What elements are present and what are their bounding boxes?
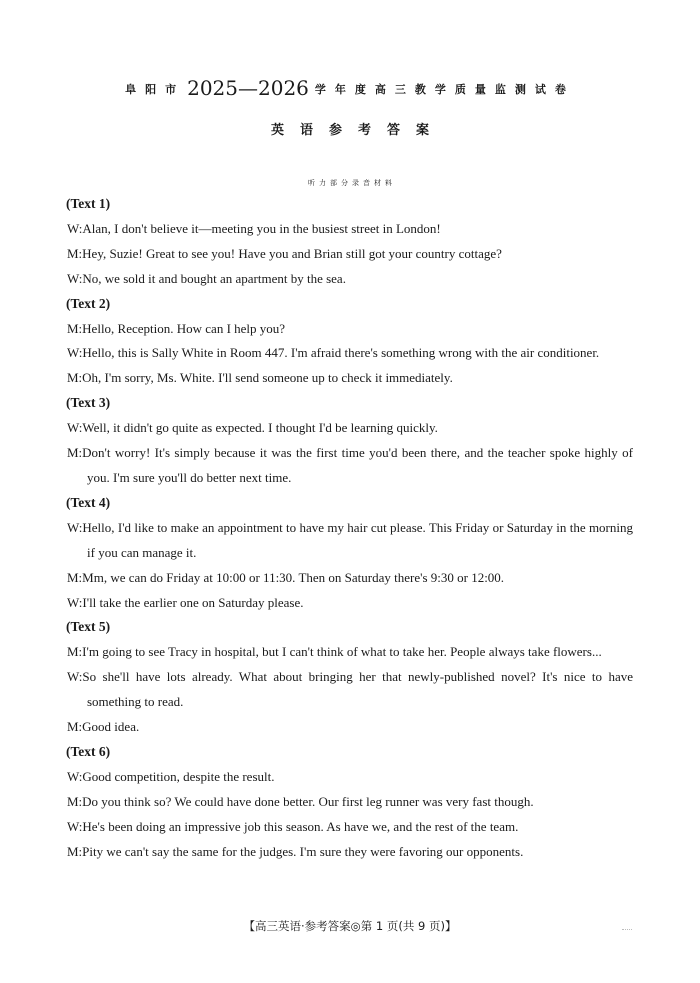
dialogue-line: W:Hello, I'd like to make an appointment to have my hair cut please. This Friday or Saturday in the morning if you can manage it. bbox=[67, 519, 633, 560]
text-block-3 bbox=[67, 391, 633, 491]
page-subtitle: 英语参考答案 bbox=[270, 123, 445, 138]
listening-transcripts bbox=[67, 192, 633, 864]
text-block-1 bbox=[67, 192, 633, 292]
dialogue-line: W:Well, it didn't go quite as expected. I thought I'd be learning quickly. bbox=[67, 420, 438, 436]
exam-title bbox=[0, 76, 700, 100]
dialogue-line: W:Good competition, despite the result. bbox=[67, 768, 275, 784]
dialogue-line: M:Hello, Reception. How can I help you? bbox=[67, 320, 286, 336]
text-heading: (Text 2) bbox=[66, 295, 111, 311]
page-footer: 【高三英语·参考答案◎第 1 页(共 9 页)】 bbox=[243, 919, 457, 933]
exam-city: 阜阳市 bbox=[125, 83, 186, 96]
text-heading: (Text 6) bbox=[66, 743, 111, 759]
dialogue-line: M:Pity we can't say the same for the judges. I'm sure they were favoring our opponents. bbox=[67, 843, 524, 859]
dialogue-line: M:Mm, we can do Friday at 10:00 or 11:30. Then on Saturday there's 9:30 or 12:00. bbox=[67, 569, 505, 585]
text-block-6 bbox=[67, 740, 633, 865]
dialogue-line: M:Do you think so? We could have done better. Our first leg runner was very fast though. bbox=[67, 793, 534, 809]
dialogue-line: W:Alan, I don't believe it—meeting you in the busiest street in London! bbox=[67, 220, 441, 236]
dialogue-line: W:So she'll have lots already. What about bringing her that newly-published novel? It's nice to have something to read. bbox=[67, 669, 633, 710]
dialogue-line: M:Oh, I'm sorry, Ms. White. I'll send someone up to check it immediately. bbox=[67, 370, 453, 386]
text-heading: (Text 1) bbox=[66, 196, 111, 211]
text-heading: (Text 5) bbox=[66, 619, 111, 635]
dialogue-line: W:I'll take the earlier one on Saturday please. bbox=[67, 594, 304, 610]
dialogue-line: M:I'm going to see Tracy in hospital, but I can't think of what to take her. People always take flowers... bbox=[67, 644, 602, 660]
text-heading: (Text 4) bbox=[66, 494, 111, 510]
corner-mark bbox=[622, 929, 632, 931]
dialogue-line: M:Hey, Suzie! Great to see you! Have you and Brian still got your country cottage? bbox=[67, 245, 502, 261]
dialogue-line: W:He's been doing an impressive job this season. As have we, and the rest of the team. bbox=[67, 818, 519, 834]
dialogue-line: M:Good idea. bbox=[67, 719, 140, 735]
text-block-2 bbox=[67, 292, 633, 392]
section-label: 听力部分录音材料 bbox=[308, 179, 396, 187]
dialogue-line: W:Hello, this is Sally White in Room 447. I'm afraid there's something wrong with the air conditioner. bbox=[67, 345, 600, 361]
exam-years: 2025—2026 bbox=[187, 76, 309, 100]
exam-title-text: 学年度高三教学质量监测试卷 bbox=[314, 83, 575, 96]
dialogue-line: W:No, we sold it and bought an apartment by the sea. bbox=[67, 270, 346, 286]
dialogue-line: M:Don't worry! It's simply because it was the first time you'd been there, and the teacher spoke highly of you. I'm sure you'll do better next time. bbox=[67, 445, 633, 485]
text-heading: (Text 3) bbox=[66, 395, 111, 411]
text-block-5 bbox=[67, 615, 633, 740]
text-block-4 bbox=[67, 491, 633, 616]
